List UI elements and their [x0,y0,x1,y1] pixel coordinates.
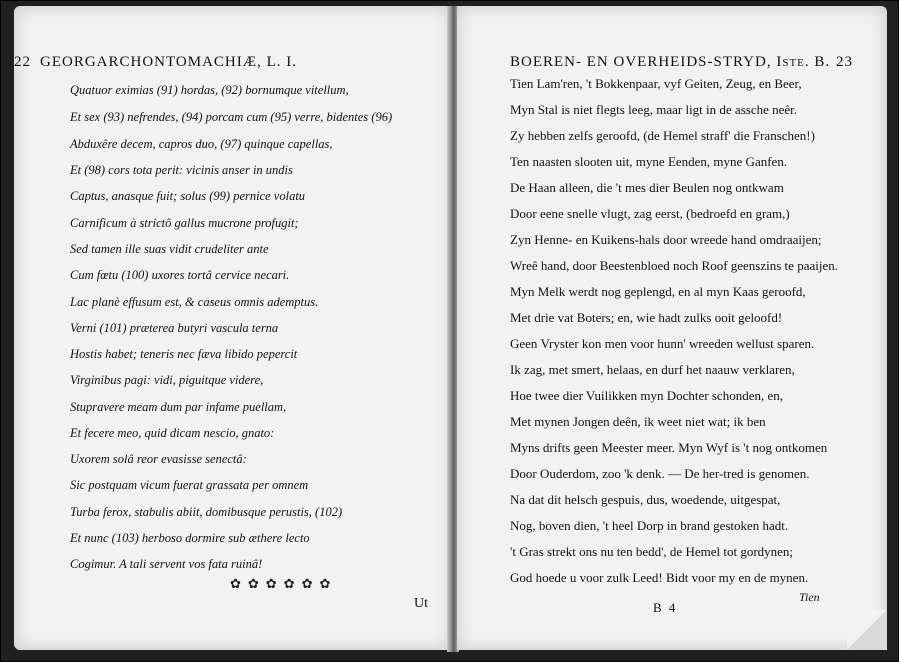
right-page-number: 23 [836,54,853,70]
verse-line: Sic postquam vicum fuerat grassata per omnem [70,478,309,492]
verse-line: Na dat dit helsch gespuis, dus, woedende, uitgespat, [510,492,781,507]
verse-line: Virginibus pagi: vidi, piguitque videre, [70,373,264,387]
verse-line: Et sex (93) nefrendes, (94) porcam cum (95) verre, bidentes (96) [70,110,393,124]
verse-line: Quatuor eximias (91) hordas, (92) bornumque vitellum, [70,83,349,97]
verse-line: Sed tamen ille suas vidit crudeliter ante [70,242,269,256]
verse-line: Ik zag, met smert, helaas, en durf het naauw verklaren, [510,362,795,377]
verse-line: Cum fœtu (100) uxores tortâ cervice necari. [70,268,290,282]
ornament-flourish: ✿✿✿✿✿✿ [230,577,338,592]
verse-line: Et nunc (103) herboso dormire sub æthere lecto [70,531,310,545]
verse-line: Myn Stal is niet flegts leeg, maar ligt in de assche neêr. [510,102,798,117]
verse-line: Stupravere meam dum par infame puellam, [70,400,287,414]
verse-line: Verni (101) præterea butyri vascula terna [70,321,279,335]
verse-line: Captus, anasque fuit; solus (99) pernice volatu [70,189,306,203]
verse-line: Tien Lam'ren, 't Bokkenpaar, vyf Geiten, Zeug, en Beer, [510,76,802,91]
verse-line: God hoede u voor zulk Leed! Bidt voor my en de mynen. [510,570,809,585]
verse-line: Door Ouderdom, zoo 'k denk. — De her-tred is genomen. [510,466,810,481]
signature-mark: B 4 [653,600,678,615]
verse-line: Myns drifts geen Meester meer. Myn Wyf is 't nog ontkomen [510,440,828,455]
verse-line: Hoe twee dier Vuilikken myn Dochter schonden, en, [510,388,783,403]
verse-line: Geen Vryster kon men voor hunn' wreeden wellust sparen. [510,336,815,351]
verse-line: Met mynen Jongen deên, ik weet niet wat; ik ben [510,414,766,429]
verse-line: Abduxêre decem, capros duo, (97) quinque capellas, [70,137,333,151]
right-page [457,6,887,650]
verse-line: Zyn Henne- en Kuikens-hals door wreede hand omdraaijen; [510,232,822,247]
verse-line: Ten naasten slooten uit, myne Eenden, myne Ganfen. [510,154,788,169]
verse-line: De Haan alleen, die 't mes dier Beulen nog ontkwam [510,180,784,195]
verse-line: Et fecere meo, quid dicam nescio, gnato: [70,426,275,440]
verse-line: Door eene snelle vlugt, zag eerst, (bedroefd en gram,) [510,206,790,221]
verse-line: Uxorem solâ reor evasisse senectâ: [70,452,247,466]
page-corner-fold [847,610,887,650]
verse-line: Hostis habet; teneris nec fæva libido pepercit [70,347,298,361]
verse-line: Zy hebben zelfs geroofd, (de Hemel straff' die Franschen!) [510,128,815,143]
verse-line: Turba ferox, stabulis abiit, domibusque perustis, (102) [70,505,343,519]
left-running-title: GEORGARCHONTOMACHIÆ, L. I. [40,54,297,70]
verse-line: 't Gras strekt ons nu ten bedd', de Hemel tot gordynen; [510,544,794,559]
left-page [14,6,451,650]
left-page-number: 22 [14,54,31,70]
right-catchword: Tien [799,590,820,604]
verse-line: Met drie vat Boters; en, wie hadt zulks ooit geloofd! [510,310,783,325]
verse-line: Lac planè effusum est, & caseus omnis ademptus. [70,295,319,309]
verse-line: Wreê hand, door Beestenbloed noch Roof geenszins te paaijen. [510,258,838,273]
left-catchword: Ut [414,596,428,611]
right-running-title: BOEREN- EN OVERHEIDS-STRYD, Iste. B. [510,54,831,70]
verse-line: Cogimur. A tali servent vos fata ruinâ! [70,557,263,571]
verse-line: Myn Melk werdt nog geplengd, en al myn Kaas geroofd, [510,284,806,299]
verse-line: Carnificum à strictô gallus mucrone profugit; [70,216,299,230]
verse-line: Et (98) cors tota perit: vicinis anser in undis [70,163,293,177]
verse-line: Nog, boven dien, 't heel Dorp in brand gestoken hadt. [510,518,789,533]
